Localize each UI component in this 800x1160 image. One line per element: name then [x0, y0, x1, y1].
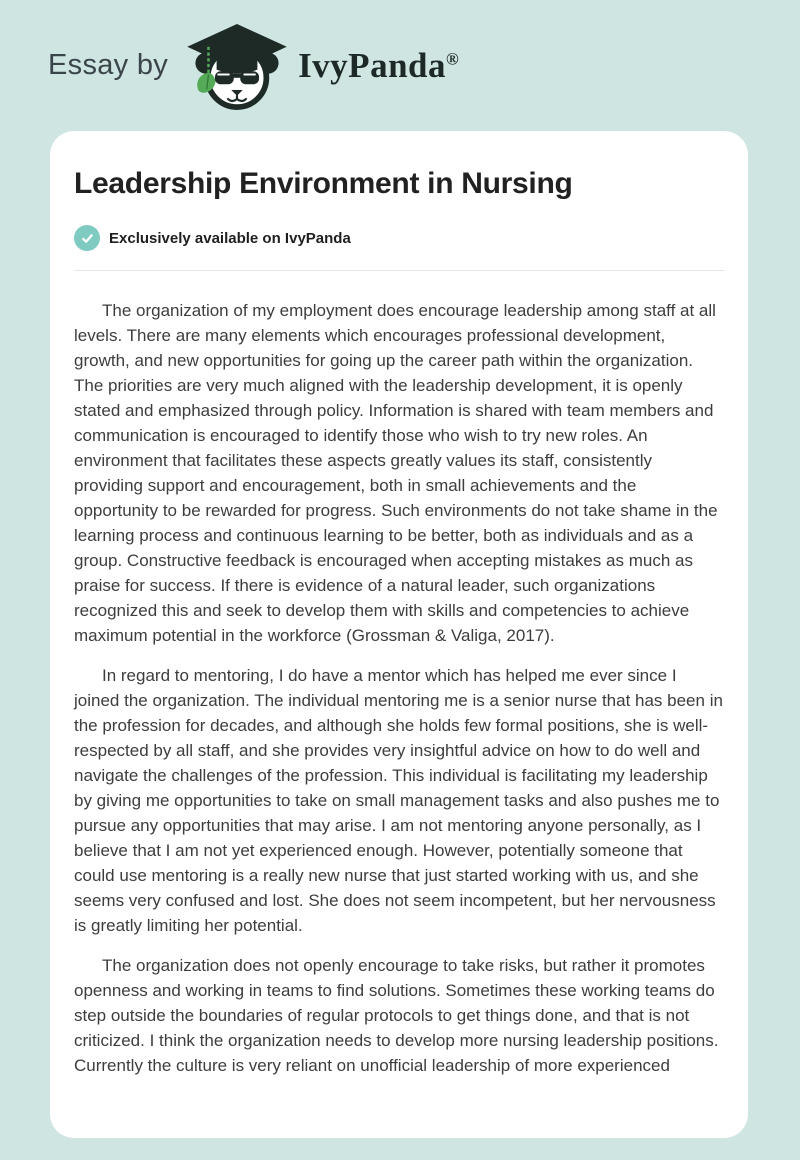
availability-label: Exclusively available on IvyPanda [109, 229, 351, 247]
essay-paragraph: The organization of my employment does encourage leadership among staff at all levels. There are many elements which encourages professional development, growth, and new opportunities for going up the career path within the organization. The priorities are very much aligned with the leadership development, it is openly stated and emphasized through policy. Information is shared with team members and communication is encouraged to identify those who wish to try new roles. An environment that facilitates these aspects greatly values its staff, consistently providing support and encouragement, both in small achievements and the opportunity to be rewarded for progress. Such environments do not take shame in the learning process and continuous learning to be better, both as individuals and as a group. Constructive feedback is encouraged when accepting mistakes as much as praise for success. If there is evidence of a natural leader, such organizations recognized this and seek to develop them with skills and competencies to achieve maximum potential in the workforce (Grossman & Valiga, 2017). [74, 301, 718, 645]
availability-row [74, 225, 724, 251]
check-circle-icon [74, 225, 100, 251]
essay-paragraph: The organization does not openly encourage to take risks, but rather it promotes openness and working in teams to find solutions. Sometimes these working teams do step outside the boundaries of regular protocols to get things done, and that is not criticized. I think the organization needs to develop more nursing leadership positions. Currently the culture is very reliant on unofficial leadership of more experienced [74, 956, 719, 1075]
essay-by-label: Essay by [48, 49, 169, 81]
brand-wordmark [298, 46, 459, 86]
graduate-panda-icon [184, 22, 290, 114]
essay-paragraph: In regard to mentoring, I do have a mentor which has helped me ever since I joined the organization. The individual mentoring me is a senior nurse that has been in the profession for decades, and although she holds few formal positions, she is well-respected by all staff, and she provides very insightful advice on how to do well and navigate the challenges of the profession. This individual is facilitating my leadership by giving me opportunities to take on small management tasks and also pushes me to pursue any opportunities that may arise. I am not mentoring anyone personally, as I believe that I am not yet experienced enough. However, potentially someone that could use mentoring is a really new nurse that just started working with us, and she seems very confused and lost. She does not seem incompetent, but her nervousness is greatly limiting her potential. [74, 666, 723, 935]
essay-body [74, 298, 724, 1078]
registered-mark: ® [446, 48, 460, 68]
essay-card [50, 131, 748, 1138]
brand-name: IvyPanda [298, 45, 446, 85]
page-title: Leadership Environment in Nursing [74, 167, 573, 200]
divider [74, 270, 724, 271]
site-header [0, 0, 800, 131]
